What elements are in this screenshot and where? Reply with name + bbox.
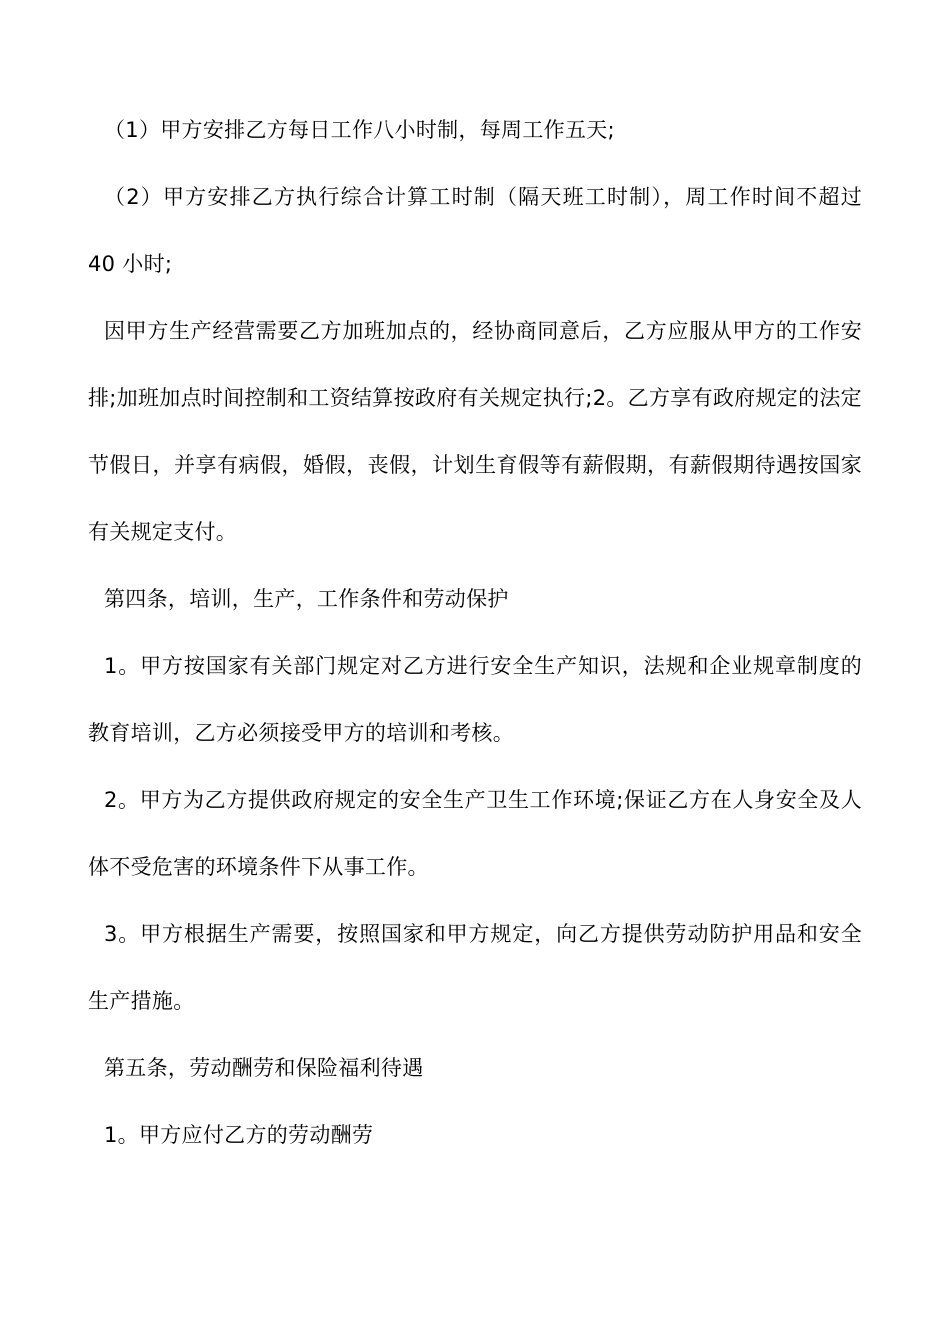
- paragraph-working-hours-comprehensive: （2）甲方安排乙方执行综合计算工时制（隔天班工时制），周工作时间不超过 40 小时;: [88, 185, 862, 276]
- paragraph-article-4-item-2: 2。甲方为乙方提供政府规定的安全生产卫生工作环境;保证乙方在人身安全及人体不受危害的环境条件下从事工作。: [88, 788, 862, 879]
- section-heading-article-4: 第四条，培训，生产，工作条件和劳动保护: [104, 587, 509, 611]
- section-heading-article-5: 第五条，劳动酬劳和保险福利待遇: [104, 1056, 424, 1080]
- paragraph-article-5-item-1: 1。甲方应付乙方的劳动酬劳: [104, 1123, 374, 1147]
- document-body: [88, 97, 862, 1169]
- paragraph-article-4-item-1: 1。甲方按国家有关部门规定对乙方进行安全生产知识，法规和企业规章制度的教育培训，乙方必须接受甲方的培训和考核。: [88, 654, 862, 745]
- paragraph-article-4-item-3: 3。甲方根据生产需要，按照国家和甲方规定，向乙方提供劳动防护用品和安全生产措施。: [88, 922, 862, 1013]
- paragraph-working-hours-standard: （1）甲方安排乙方每日工作八小时制，每周工作五天;: [104, 118, 615, 142]
- paragraph-overtime-and-holidays: 因甲方生产经营需要乙方加班加点的，经协商同意后，乙方应服从甲方的工作安排;加班加点时间控制和工资结算按政府有关规定执行;2。乙方享有政府规定的法定节假日，并享有病假，婚假，丧假，计划生育假等有薪假期，有薪假期待遇按国家有关规定支付。: [88, 319, 862, 544]
